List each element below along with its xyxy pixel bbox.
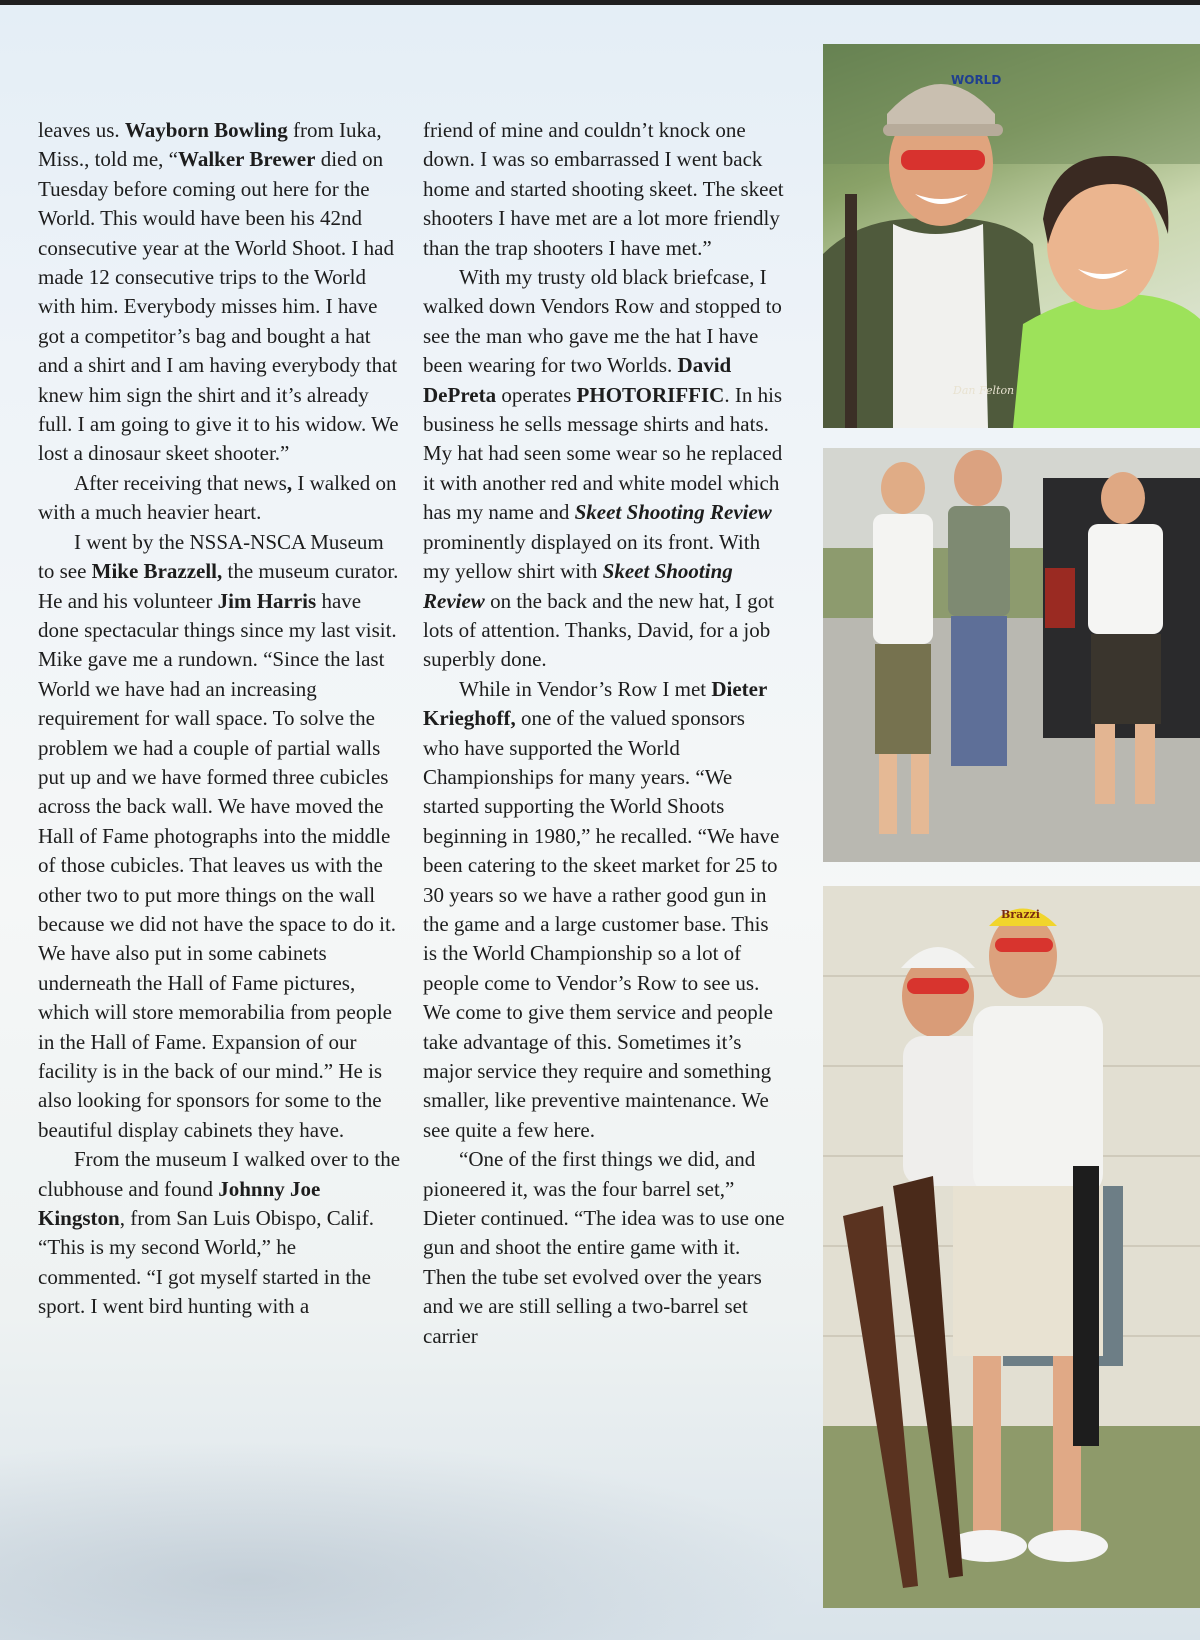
cap-logo-text: Brazzi — [1001, 908, 1040, 921]
photo-man-and-woman — [823, 44, 1200, 428]
bold-name: PHOTORIFFIC — [576, 382, 725, 407]
text-column-left — [38, 116, 400, 1322]
text-run: leaves us. — [38, 118, 125, 142]
text-run: the museum curator. He and his volunteer — [38, 559, 399, 613]
paragraph — [38, 116, 400, 469]
vest-name-text: Dan Felton — [953, 384, 1015, 397]
bold-name: Jim Harris — [217, 588, 317, 613]
bold-name: Johnny Joe Kingston — [38, 1176, 321, 1231]
cap-logo-text: WORLD — [951, 73, 1002, 87]
text-run: one of the valued sponsors who have supported the World Championships for many years. “We started supporting the World Shoots beginning in 1980,” he recalled. “We have been catering to the skeet market for 25 to 30 years so we have a rather good gun in the game and a large customer base. This is the World Championship so a lot of people come to Vendor’s Row to see us. We come to give them service and people take advantage of this. Sometimes it’s major service they require and something smaller, like preventive maintenance. We see quite a few here. — [423, 706, 780, 1142]
text-column-middle — [423, 116, 785, 1351]
bold-italic-text: Skeet Shooting Review — [574, 500, 772, 525]
text-run: on the back and the new hat, I got lots of attention. Thanks, David, for a job superbly done. — [423, 588, 775, 672]
text-run: I walked on with a much heavier heart. — [38, 470, 397, 525]
text-run: operates — [496, 382, 577, 407]
text-run: , from San Luis Obispo, Calif. “This is my second World,” he commented. “I got myself started in the sport. I went bird hunting with a — [38, 1206, 375, 1319]
bold-italic-text: Skeet Shooting Review — [423, 559, 733, 613]
text-run: While in Vendor’s Row I met — [459, 676, 712, 701]
bold-name: David DePreta — [423, 353, 732, 407]
bold-name: Walker Brewer — [178, 147, 316, 172]
paragraph — [38, 1145, 400, 1321]
text-run: With my trusty old black briefcase, I walked down Vendors Row and stopped to see the man who gave me the hat I have been wearing for two Worlds. — [423, 265, 782, 378]
photo-two-men-shotguns — [823, 886, 1200, 1608]
text-run: prominently displayed on its front. With my yellow shirt with — [423, 529, 761, 584]
paragraph — [38, 469, 400, 528]
background-photo-fade — [0, 1440, 820, 1640]
bold-name: , — [286, 470, 293, 495]
photo-illustration — [823, 448, 1200, 862]
photo-illustration — [823, 886, 1200, 1608]
text-run: died on Tuesday before coming out here for the World. This would have been his 42nd consecutive year at the World Shoot. I had made 12 consecutive trips to the World with him. Everybody misses him. I have got a competitor’s bag and bought a hat and a shirt and I am having everybody that knew him sign the shirt and it’s already full. I am going to give it to his widow. We lost a dinosaur skeet shooter.” — [38, 147, 399, 466]
text-run: From the museum I walked over to the clubhouse and found — [38, 1147, 401, 1201]
photo-three-men-trucks — [823, 448, 1200, 862]
text-run: “One of the first things we did, and pioneered it, was the four barrel set,” Dieter continued. “The idea was to use one gun and shoot the entire game with it. Then the tube set evolved over the years and we are still selling a two-barrel set carrier — [423, 1147, 785, 1348]
text-run: have done spectacular things since my last visit. Mike gave me a rundown. “Since the last World we have had an increasing requirement for wall space. To solve the problem we had a couple of partial walls put up and we have formed three cubicles across the back wall. We have moved the Hall of Fame photographs into the middle of those cubicles. That leaves us with the other two to put more things on the wall because we did not have the space to do it. We have also put in some cabinets underneath the Hall of Fame pictures, which will store memorabilia from people in the Hall of Fame. Expansion of our facility is in the back of our mind.” He is also looking for sponsors for some to the beautiful display cabinets they have. — [38, 588, 397, 1142]
paragraph — [423, 116, 785, 263]
paragraph — [423, 263, 785, 675]
paragraph — [38, 528, 400, 1146]
text-run: from Iuka, Miss., told me, “ — [38, 118, 382, 172]
top-rule — [0, 0, 1200, 5]
text-run: I went by the NSSA-NSCA Museum to see — [38, 529, 384, 584]
text-run: After receiving that news — [74, 470, 287, 495]
text-run: . In his business he sells message shirts and hats. My hat had seen some wear so he replaced it with another red and white model which has my name and — [423, 382, 783, 525]
paragraph — [423, 1145, 785, 1351]
paragraph — [423, 675, 785, 1146]
bold-name: Wayborn Bowling — [124, 118, 288, 142]
text-run: friend of mine and couldn’t knock one down. I was so embarrassed I went back home and started shooting skeet. The skeet shooters I have met are a lot more friendly than the trap shooters I have met.” — [423, 118, 784, 260]
bold-name: Dieter Krieghoff, — [423, 676, 767, 731]
bold-name: Mike Brazzell, — [91, 559, 223, 584]
photo-illustration — [823, 44, 1200, 428]
